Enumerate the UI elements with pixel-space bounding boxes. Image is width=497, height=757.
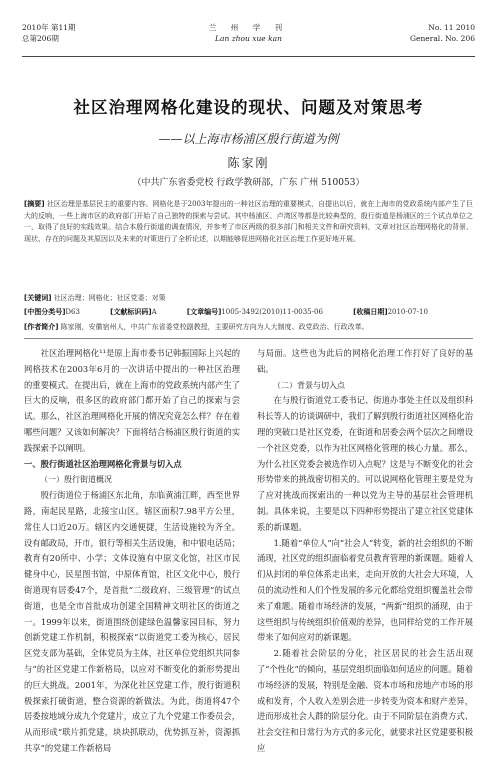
header-journal: [209, 22, 288, 44]
header-issue-line2: 总第206期: [22, 34, 59, 43]
body-paragraph: 在与殷行街道党工委书记、街道办事处主任以及组织科科长等人的访谈调研中，我们了解到殷行街道社区网格化治理的突破口是社区党委，在街道和居委会两个层次之间增设一个社区党委，以作为社区网格化管理的核心力量。那么，为什么社区党委会被选作切入点呢？这是与不断变化的社会形势带来的挑战密切相关的。可以说网格化管理主要是党为了应对挑战而探索出的一种以党为主导的基层社会管理机制。具体来说，主要是以下四种形势提出了建立社区党建体系的新课题。: [257, 395, 473, 532]
abstract-label: [摘要]: [24, 200, 45, 208]
article-number-value: 1005-3492(2010)11-0035-06: [221, 308, 323, 316]
header-issue: [22, 22, 76, 44]
doc-code-label: [文献标识码]: [110, 308, 152, 316]
header-issue-line1: 2010年 第11期: [22, 23, 76, 32]
bio-label: [作者简介]: [24, 323, 59, 331]
class-value: D63: [65, 308, 80, 316]
body-paragraph: 社区治理网格化¹¹是原上海市委书记韩振国际上兴起的网格技术在2003年6月的一次讲话中提出的一种社区治理的重要模式。在提出后，就在上海市的党政系统内部产生了巨大的反响，很多区的政府部门都开始了自己的探索与尝试。那么，社区治理网格化开展的情况究竟怎么样？存在着哪些问题？又该如何解决？下面将结合杨浦区殷行街道的实践探索予以阐明。: [24, 348, 240, 453]
section-heading: 一、殷行街道社区治理网格化背景与切入点: [24, 458, 182, 469]
body-paragraph: 1.随着“单位人”向“社会人”转变，新的社会组织的不断涌现，社区党的组织面临着党员教育管理的新课题。随着人们从封闭的单位体系走出来，走向开放的大社会大环境，人员的流动性和人们个性发展的多元化都给党组织覆盖社会带来了难题。随着市场经济的发展，“两新”组织的涌现，由于这些组织与传统组织价值观的差异，也同样给党的工作开展带来了如何应对的新课题。: [257, 537, 473, 643]
header-number: [410, 22, 475, 44]
classification-line: [24, 307, 473, 319]
keywords-label: [关键词]: [24, 294, 52, 302]
body-paragraph: 2.随着社会阶层的分化，社区居民的社会生活出现了“个性化”的倾向，基层党组织面临如何适应的问题。随着市场经济的发展，特别是金融、资本市场和房地产市场的形成和发育，个人收入差别会进一步转变为资本和财产差异，进而形成社会人群的阶层分化。由于不同阶层在消费方式、社会交往和日常行为方式的多元化，就要求社区党建要积极应: [257, 648, 473, 753]
body-paragraph: 殷行街道位于杨浦区东北角，东临黄浦江畔，西至世界路，南起民星路，北接宝山区。辖区面积7.98平方公里，常住人口近20万。辖区内交通便捷，生活设施较为齐全。设有邮政局，开市，银行等相关生活设施，和中银电话局；教育有20所中、小学；文体设施有中原文化馆，社区市民健身中心，民星图书馆，中原体育馆，社区文化中心，殷行街道现有居委47个，是首批“二级政府、三级管理”的试点街道，也是全市首批成功创建全国精神文明社区的街道之一。1999年以来，街道围绕创建绿色温馨家园目标，努力创新党建工作机制，积极探索“以街道党工委为核心，居民区党支部为基础，全体党员为主体，社区单位党组织共同参与”的社区党建工作新格局，以应对不断变化的新形势提出的巨大挑战。2001年，为深化社区党建工作，殷行街道积极探索打破街道，整合资源的新做法。为此，街道将47个居委按地域分成九个党建片，成立了九个党建工作委员会，从而形成“联片抓党建，块块抓联动，优势抓互补，资源抓共享”的党建工作新格局: [24, 490, 240, 753]
keywords: [24, 293, 473, 305]
received-date-label: [收稿日期]: [353, 308, 388, 316]
author-bio: [24, 322, 473, 334]
body-column-left: [24, 346, 240, 757]
header-number-line2: General. No. 206: [410, 34, 475, 43]
header-journal-name: 兰 州 学 刊: [208, 23, 289, 32]
header-journal-pinyin: Lan zhou xue kan: [215, 34, 282, 43]
doc-code-value: A: [151, 308, 157, 316]
header-number-line1: No. 11 2010: [428, 23, 475, 32]
article-author: 陈家刚: [227, 156, 270, 170]
article-number-label: [文章编号]: [186, 308, 222, 316]
subsection-heading: （二）背景与切入点: [273, 380, 345, 390]
abstract-text: 社区治理是基层民主的重要内容。网格化是于2003年提出的一种社区治理的重要模式，自提出以后，就在上海市的党政系统内部产生了巨大的反响，一些上海市区的政府部门开始了自己独特的探索与尝试。其中杨浦区、卢湾区等都是比较典型的，殷行街道是杨浦区的三个试点单位之一，取得了良好的实践效果。结合本殷行街道的调查情况，并参考了市区两级的很多部门和相关文件和研究资料，文章对社区治理网格化的背景、现状、存在的问题及其原因以及未来的对策进行了全析论述，以期能够促进网格化社区治理工作更好地开展。: [24, 200, 473, 243]
article-title: 社区治理网格化建设的现状、问题及对策思考: [73, 98, 424, 117]
subsection-heading: （一）殷行街道概况: [40, 475, 112, 485]
keywords-text: 社区治理；网格化；社区党委；对策: [53, 294, 166, 302]
author-affiliation: （中共广东省委党校 行政学教研部，广东 广州 510053）: [132, 178, 365, 188]
section-divider: [24, 338, 473, 339]
abstract: [24, 199, 473, 245]
article-subtitle: ——以上海市杨浦区殷行街道为例: [158, 132, 339, 146]
body-column-right: [257, 346, 473, 757]
class-label: [中图分类号]: [24, 308, 66, 316]
received-date-value: 2010-07-10: [387, 308, 428, 316]
running-header: [22, 22, 475, 57]
body-paragraph: 与局面。这些也为此后的网格化治理工作打好了良好的基础。: [257, 348, 473, 374]
bio-text: 陈家刚，安徽宿州人，中共广东省委党校副教授，主要研究方向为人大制度、政党政治、行政改革。: [60, 323, 369, 331]
